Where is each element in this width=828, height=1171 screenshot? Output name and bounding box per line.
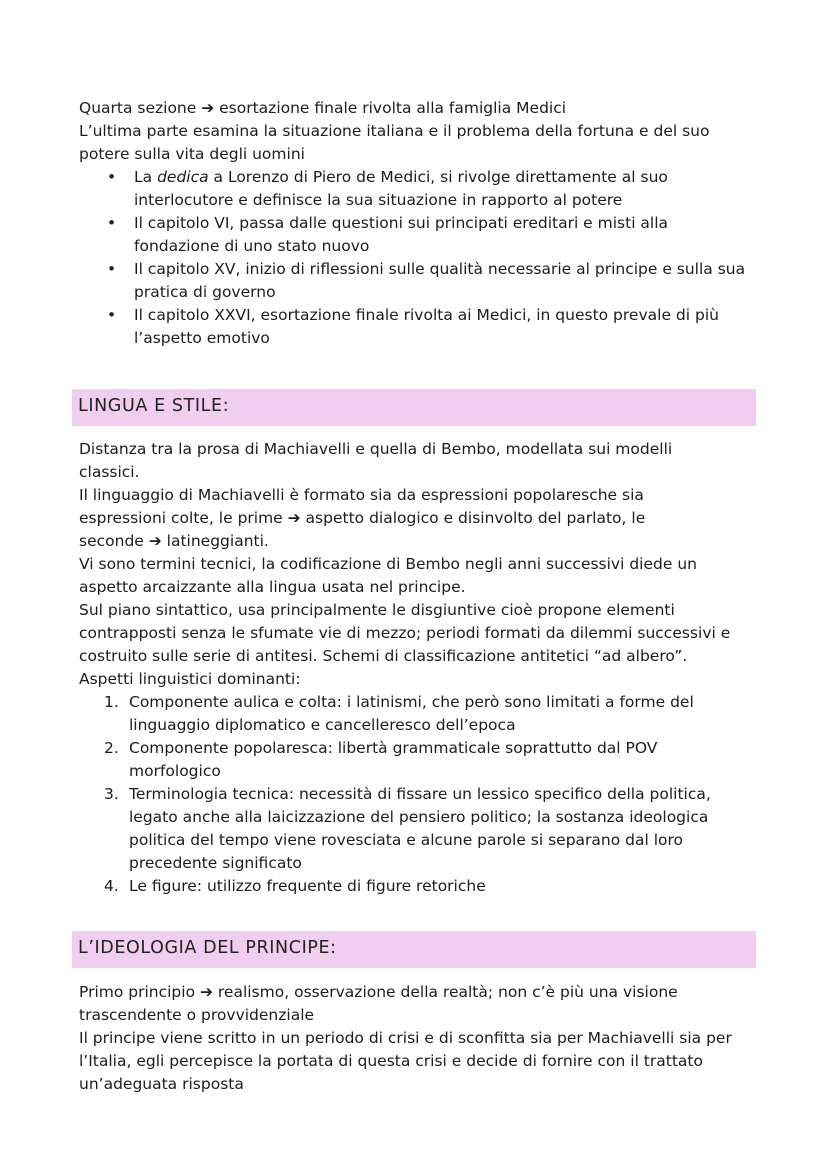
section-heading-text: LINGUA E STILE: (78, 396, 230, 416)
bullet-item (79, 304, 759, 350)
intro-line: potere sulla vita degli uomini (79, 145, 305, 163)
intro-bullet-list (79, 166, 759, 350)
item-number: 1. (104, 693, 119, 711)
section-heading-lingua (72, 389, 756, 426)
paragraph-line: Distanza tra la prosa di Machiavelli e quella di Bembo, modellata sui modelli (79, 440, 673, 458)
item-text: Componente popolaresca: libertà grammaticale soprattutto dal POV (129, 739, 658, 757)
paragraph-line: costruito sulle serie di antitesi. Schemi di classificazione antitetici “ad albero”. (79, 647, 688, 665)
bullet-text: Il capitolo XV, inizio di riflessioni sulle qualità necessarie al principe e sulla sua (134, 260, 746, 278)
paragraph-line: Il linguaggio di Machiavelli è formato sia da espressioni popolaresche sia (79, 486, 644, 504)
bullet-text: fondazione di uno stato nuovo (134, 237, 370, 255)
ideologia-section (79, 981, 759, 1096)
intro-section (79, 97, 759, 350)
item-number: 3. (104, 785, 119, 803)
item-text: politica del tempo viene rovesciata e alcune parole si separano dal loro (129, 831, 684, 849)
paragraph-line: classici. (79, 463, 140, 481)
bullet-text: Il capitolo VI, passa dalle questioni sui principati ereditari e misti alla (134, 214, 669, 232)
lingua-section (79, 438, 759, 898)
numbered-item (79, 691, 759, 737)
paragraph-line: Vi sono termini tecnici, la codificazione di Bembo negli anni successivi diede un (79, 555, 697, 573)
emphasis-text: dedica (157, 168, 209, 186)
bullet-text: l’aspetto emotivo (134, 329, 270, 347)
numbered-item (79, 737, 759, 783)
paragraph-line: aspetto arcaizzante alla lingua usata nel principe. (79, 578, 466, 596)
paragraph-line: Aspetti linguistici dominanti: (79, 670, 301, 688)
section-heading-text: L’IDEOLOGIA DEL PRINCIPE: (78, 938, 337, 958)
paragraph-line: trascendente o provvidenziale (79, 1006, 315, 1024)
numbered-list (79, 691, 759, 898)
section-heading-ideologia (72, 931, 756, 968)
item-number: 4. (104, 877, 119, 895)
paragraph-line: un’adeguata risposta (79, 1075, 244, 1093)
bullet-icon: • (107, 214, 117, 232)
paragraph-line: Primo principio ➔ realismo, osservazione della realtà; non c’è più una visione (79, 983, 678, 1001)
paragraph-line: l’Italia, egli percepisce la portata di questa crisi e decide di fornire con il trattato (79, 1052, 703, 1070)
item-text: morfologico (129, 762, 221, 780)
bullet-text: pratica di governo (134, 283, 276, 301)
item-text: precedente significato (129, 854, 302, 872)
paragraph-line: Il principe viene scritto in un periodo di crisi e di sconfitta sia per Machiavelli sia per (79, 1029, 732, 1047)
bullet-item (79, 166, 759, 212)
item-text: linguaggio diplomatico e cancelleresco dell’epoca (129, 716, 516, 734)
bullet-text: interlocutore e definisce la sua situazione in rapporto al potere (134, 191, 623, 209)
item-text: legato anche alla laicizzazione del pensiero politico; la sostanza ideologica (129, 808, 709, 826)
bullet-text: Il capitolo XXVI, esortazione finale rivolta ai Medici, in questo prevale di più (134, 306, 719, 324)
item-text: Le figure: utilizzo frequente di figure retoriche (129, 877, 486, 895)
bullet-item (79, 212, 759, 258)
intro-line: L’ultima parte esamina la situazione italiana e il problema della fortuna e del suo (79, 122, 710, 140)
item-number: 2. (104, 739, 119, 757)
intro-line: Quarta sezione ➔ esortazione finale rivolta alla famiglia Medici (79, 99, 567, 117)
bullet-item (79, 258, 759, 304)
item-text: Componente aulica e colta: i latinismi, che però sono limitati a forme del (129, 693, 694, 711)
bullet-text: La dedica a Lorenzo di Piero de Medici, si rivolge direttamente al suo (134, 168, 668, 186)
paragraph-line: seconde ➔ latineggianti. (79, 532, 269, 550)
bullet-icon: • (107, 260, 117, 278)
paragraph-line: espressioni colte, le prime ➔ aspetto dialogico e disinvolto del parlato, le (79, 509, 646, 527)
numbered-item (79, 875, 759, 898)
paragraph-line: Sul piano sintattico, usa principalmente le disgiuntive cioè propone elementi (79, 601, 675, 619)
numbered-item (79, 783, 759, 875)
bullet-icon: • (107, 168, 117, 186)
bullet-icon: • (107, 306, 117, 324)
item-text: Terminologia tecnica: necessità di fissare un lessico specifico della politica, (129, 785, 711, 803)
paragraph-line: contrapposti senza le sfumate vie di mezzo; periodi formati da dilemmi successivi e (79, 624, 731, 642)
